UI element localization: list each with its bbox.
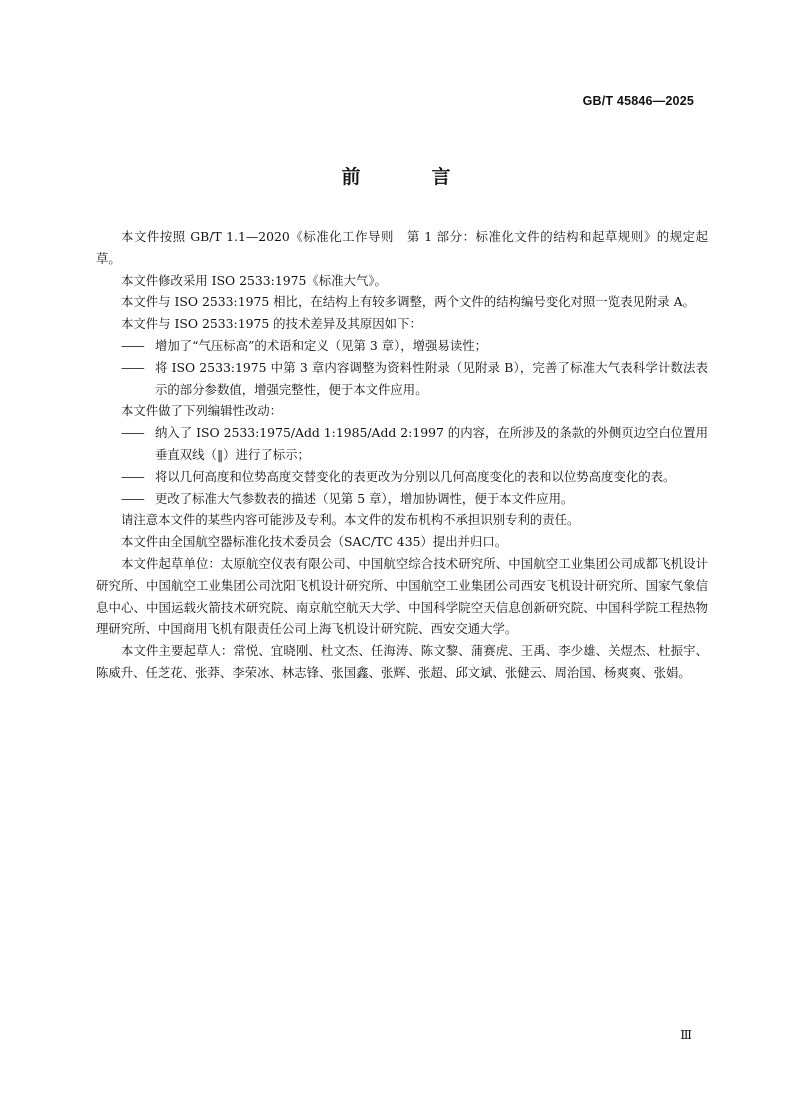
foreword-body [96,226,708,684]
paragraph: 本文件按照 GB/T 1.1—2020《标准化工作导则 第 1 部分：标准化文件的结构和起草规则》的规定起草。 [96,229,708,266]
list-item [96,488,708,510]
list-item-text: 将 ISO 2533:1975 中第 3 章内容调整为资料性附录（见附录 B），完善了标准大气表科学计数法表示的部分参数值，增强完整性，便于本文件应用。 [155,359,708,397]
page-title: 前 言 [341,166,477,188]
dash-mark: —— [121,490,144,506]
list-item [96,357,708,401]
paragraph: 请注意本文件的某些内容可能涉及专利。本文件的发布机构不承担识别专利的责任。 [121,512,580,528]
paragraph: 本文件由全国航空器标准化技术委员会（SAC/TC 435）提出并归口。 [121,534,508,550]
paragraph: 本文件起草单位：太原航空仪表有限公司、中国航空综合技术研究所、中国航空工业集团公司成都飞机设计研究所、中国航空工业集团公司沈阳飞机设计研究所、中国航空工业集团公司西安飞机设计研究所、国家气象信息中心、中国运载火箭技术研究院、南京航空航天大学、中国科学院空天信息创新研究院、中国科学院工程热物理研究所、中国商用飞机有限责任公司上海飞机设计研究院、西安交通大学。 [96,555,708,637]
dash-mark: —— [121,337,144,353]
dash-mark: —— [121,468,144,484]
paragraph: 本文件与 ISO 2533:1975 相比，在结构上有较多调整，两个文件的结构编号变化对照一览表见附录 A。 [121,294,695,310]
paragraph: 本文件修改采用 ISO 2533:1975《标准大气》。 [121,272,387,288]
standard-number: GB/T 45846—2025 [582,94,694,108]
dash-mark: —— [121,359,144,375]
list-item [96,422,708,466]
list-item-text: 将以几何高度和位势高度交替变化的表更改为分别以几何高度变化的表和以位势高度变化的表。 [155,468,676,484]
list-item [96,466,708,488]
list-item-text: 增加了“气压标高”的术语和定义（见第 3 章），增强易读性； [155,337,487,353]
paragraph: 本文件主要起草人：常悦、宜晓刚、杜文杰、任海涛、陈文黎、蒲赛虎、王禹、李少雄、关煜杰、杜振宇、陈威升、任芝花、张莽、李荣冰、林志锋、张国鑫、张辉、张超、邱文斌、张健云、周治国、杨爽爽、张娟。 [96,643,708,680]
list-item-text: 更改了标准大气参数表的描述（见第 5 章），增加协调性，便于本文件应用。 [155,490,574,506]
dash-mark: —— [121,425,144,441]
page-number: Ⅲ [680,1028,692,1042]
paragraph: 本文件做了下列编辑性改动： [121,403,283,419]
list-item [96,335,708,357]
list-item-text: 纳入了 ISO 2533:1975/Add 1:1985/Add 2:1997 的内容，在所涉及的条款的外侧页边空白位置用垂直双线（‖）进行了标示； [155,425,709,462]
paragraph: 本文件与 ISO 2533:1975 的技术差异及其原因如下： [121,316,422,332]
